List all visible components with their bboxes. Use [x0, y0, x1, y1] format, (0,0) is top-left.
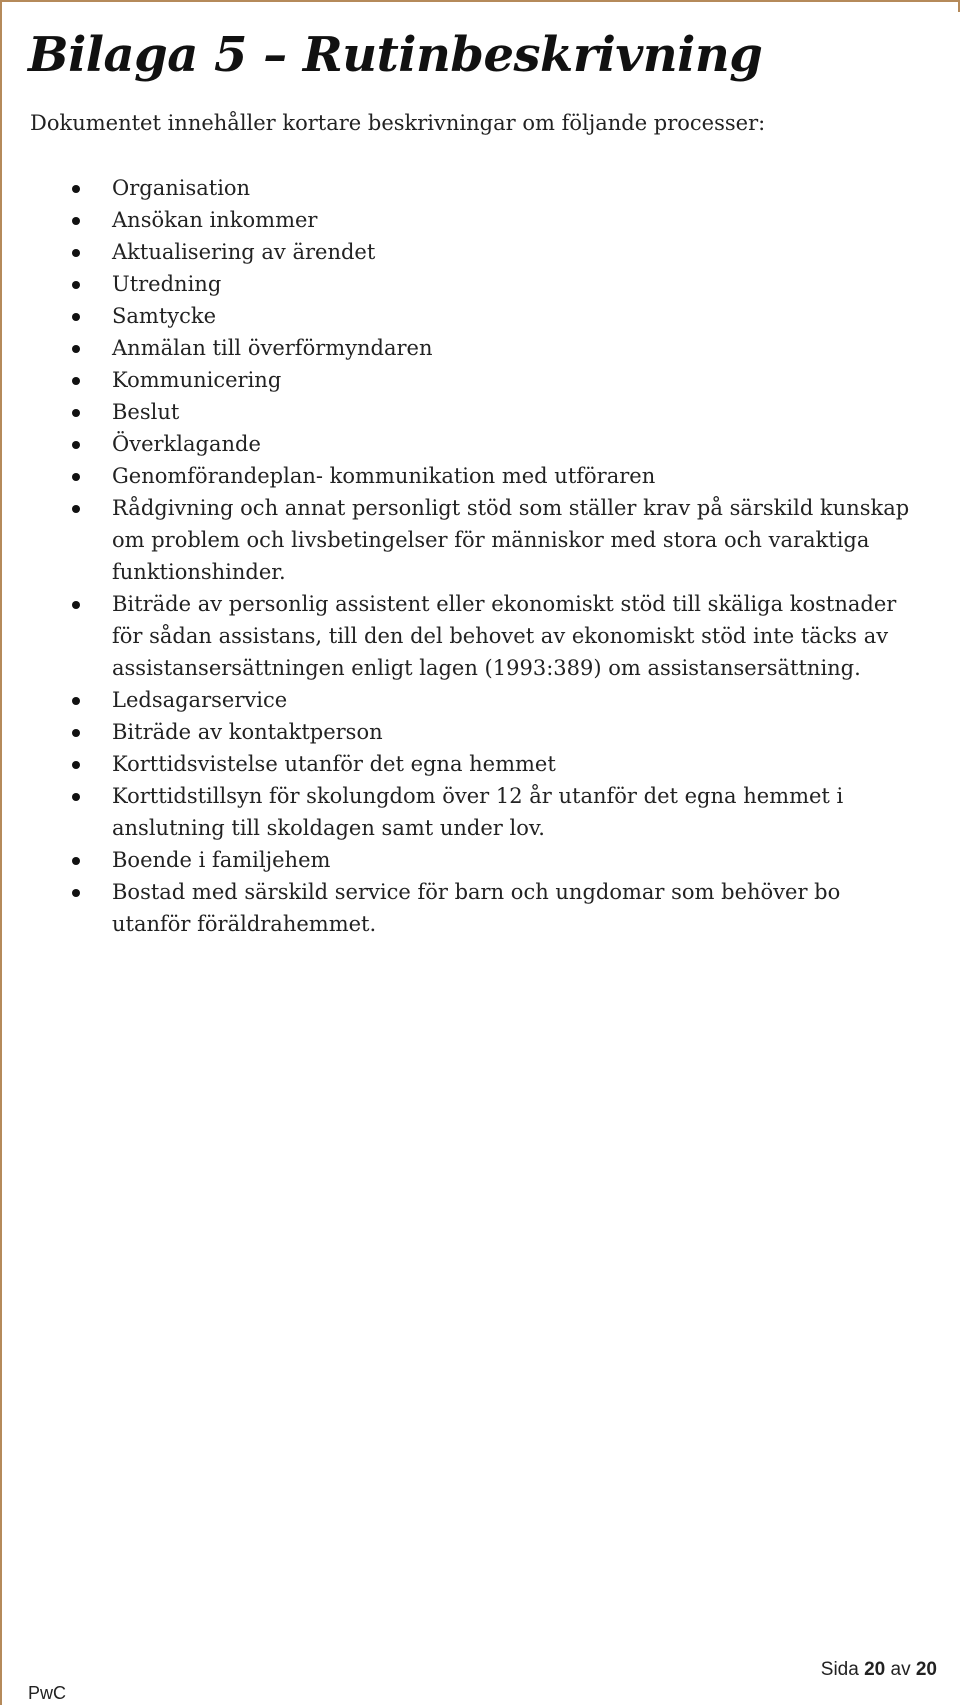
bullet-icon [72, 473, 80, 481]
page-number [821, 1659, 937, 1681]
list-item [0, 876, 960, 940]
list-item [0, 364, 960, 396]
bullet-icon [72, 793, 80, 801]
intro-paragraph: Dokumentet innehåller kortare beskrivningar om följande processer: [30, 111, 766, 135]
list-item-text: Utredning [112, 272, 222, 296]
bullet-icon [72, 441, 80, 449]
list-item [0, 748, 960, 780]
process-list [0, 172, 960, 940]
page-total: 20 [915, 1659, 937, 1680]
document-title: Bilaga 5 – Rutinbeskrivning [28, 27, 763, 83]
list-item [0, 236, 960, 268]
list-item-text: Korttidsvistelse utanför det egna hemmet [112, 752, 556, 776]
bullet-icon [72, 185, 80, 193]
list-item-text: Kommunicering [112, 368, 282, 392]
list-item-text: Beslut [112, 400, 180, 424]
list-item-text: Korttidstillsyn för skolungdom över 12 år utanför det egna hemmet i anslutning till skoldagen samt under lov. [112, 784, 844, 840]
list-item [0, 396, 960, 428]
bullet-icon [72, 377, 80, 385]
list-item [0, 300, 960, 332]
bullet-icon [72, 313, 80, 321]
list-item [0, 204, 960, 236]
list-item [0, 460, 960, 492]
bullet-icon [72, 761, 80, 769]
bullet-icon [72, 889, 80, 897]
bullet-icon [72, 409, 80, 417]
list-item [0, 492, 960, 588]
list-item [0, 780, 960, 844]
list-item-text: Genomförandeplan- kommunikation med utföraren [112, 464, 656, 488]
bullet-icon [72, 601, 80, 609]
bullet-icon [72, 217, 80, 225]
bullet-icon [72, 697, 80, 705]
list-item [0, 844, 960, 876]
list-item-text: Ansökan inkommer [112, 208, 318, 232]
bullet-icon [72, 505, 80, 513]
bullet-icon [72, 345, 80, 353]
list-item [0, 428, 960, 460]
page-of-label: av [890, 1659, 911, 1680]
list-item-text: Anmälan till överförmyndaren [112, 336, 433, 360]
list-item-text: Överklagande [112, 432, 261, 456]
page-label: Sida [820, 1659, 859, 1680]
page-current: 20 [864, 1659, 886, 1680]
footer-brand: PwC [28, 1683, 67, 1703]
list-item-text: Biträde av personlig assistent eller ekonomiskt stöd till skäliga kostnader för sådan assistans, till den del behovet av ekonomiskt stöd inte täcks av assistansersättningen enligt lagen (1993:389) om assistansersättning. [112, 592, 897, 680]
list-item [0, 268, 960, 300]
bullet-icon [72, 729, 80, 737]
bullet-icon [72, 857, 80, 865]
list-item [0, 332, 960, 364]
list-item-text: Aktualisering av ärendet [112, 240, 376, 264]
list-item-text: Organisation [112, 176, 251, 200]
list-item-text: Biträde av kontaktperson [112, 720, 383, 744]
list-item-text: Rådgivning och annat personligt stöd som ställer krav på särskild kunskap om problem och livsbetingelser för människor med stora och varaktiga funktionshinder. [112, 496, 910, 584]
list-item-text: Ledsagarservice [112, 688, 288, 712]
list-item [0, 716, 960, 748]
bullet-icon [72, 249, 80, 257]
list-item-text: Bostad med särskild service för barn och ungdomar som behöver bo utanför föräldrahemmet. [112, 880, 841, 936]
list-item [0, 172, 960, 204]
list-item-text: Boende i familjehem [112, 848, 331, 872]
list-item-text: Samtycke [112, 304, 217, 328]
list-item [0, 684, 960, 716]
bullet-icon [72, 281, 80, 289]
list-item [0, 588, 960, 684]
